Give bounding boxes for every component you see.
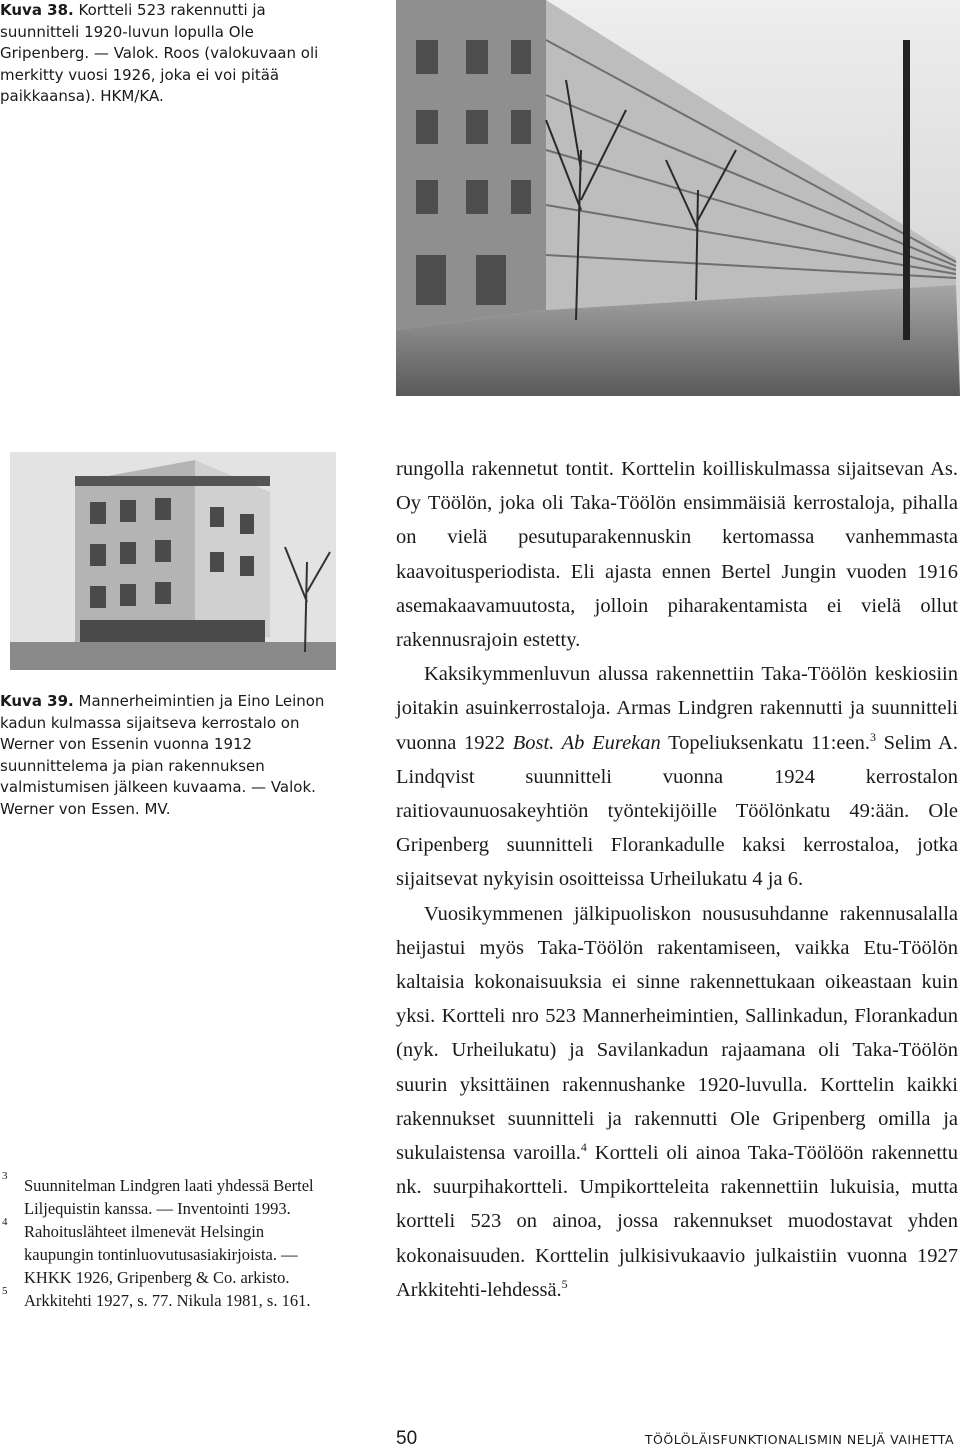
- photo-corner-apartment-building: [10, 452, 336, 670]
- page-number: 50: [396, 1428, 418, 1449]
- body-text-run: Selim A. Lindqvist suunnitteli vuonna 1924 kerrostalon raitiovaunuosakeyhtiön työntekijöille Töölönkatu 49:ään. Ole Gripenberg suunnitteli Florankadulle kaksi kerrostaloa, jotka sijaitsevat nykyisin osoitteissa Urheilukatu 4 ja 6.: [396, 731, 958, 891]
- footnote-5: [0, 1285, 330, 1312]
- body-text-run: Topeliuksenkatu 11:een.: [660, 731, 870, 754]
- footnote-number: 3: [2, 1170, 8, 1182]
- body-text-run: Vuosikymmenen jälkipuoliskon noususuhdanne rakennusalalla heijastui myös Taka-Töölön rakentamiseen, vaikka Etu-Töölön kaltaisia kokonaisuuksia ei sinne rakennettukaan oikeastaan kuin yksi. Kortteli nro 523 Mannerheimintien, Sallinkadun, Florankadun (nyk. Urheilukatu) ja Savilankadun rajaamana oli Taka-Töölön suurin yksittäinen rakennushanke 1920-luvulla. Korttelin kaikki rakennukset suunnitteli ja rakennutti Ole Gripenberg omilla ja sukulaistensa varoilla.: [396, 902, 958, 1165]
- figure-38-caption-text: Kortteli 523 rakennutti ja suunnitteli 1920-luvun lopulla Ole Gripenberg. — Valok. Roos (valokuvaan oli merkitty vuosi 1926, joka ei voi pitää paikkaansa). HKM/KA.: [0, 1, 319, 105]
- photo-street-building-row: [396, 0, 960, 396]
- footnote-text: Rahoituslähteet ilmenevät Helsingin kaupungin tontinluovutusasiakirjoista. — KHKK 1926, Gripenberg & Co. arkisto.: [24, 1222, 298, 1287]
- footnote-ref-4: 4: [580, 1140, 587, 1155]
- figure-38-caption: [0, 0, 330, 108]
- footnote-number: 4: [2, 1216, 8, 1228]
- footnote-ref-5: 5: [561, 1277, 568, 1292]
- figure-39-caption: [0, 691, 340, 820]
- figure-39-caption-text: Mannerheimintien ja Eino Leinon kadun kulmassa sijaitseva kerrostalo on Werner von Essenin vuonna 1912 suunnittelema ja pian rakennuksen valmistumisen jälkeen kuvaama. — Valok. Werner von Essen. MV.: [0, 692, 325, 818]
- footnote-4: [0, 1216, 330, 1289]
- figure-38-label: Kuva 38.: [0, 1, 74, 19]
- body-text-run: Kaksikymmenluvun alussa rakennettiin Taka-Töölön keskiosiin joitakin asuinkerrostaloja. Armas Lindgren rakennutti ja suunnitteli vuonna 1922: [396, 663, 958, 754]
- body-paragraph-2: [396, 657, 958, 896]
- body-paragraph-3: [396, 897, 958, 1307]
- body-text-column: [396, 452, 958, 1307]
- footnote-3: [0, 1170, 330, 1220]
- body-paragraph-1: rungolla rakennetut tontit. Korttelin koilliskulmassa sijaitsevan As. Oy Töölön, joka oli Taka-Töölön ensimmäisiä kerrostaloja, pihalla on vielä pesutuparakennuskin kertomassa vanhemmasta kaavoitusperiodista. Eli ajasta ennen Bertel Jungin vuoden 1916 asemakaavamuutosta, jolloin piharakentamista ei vielä ollut rakennusrajoin estetty.: [396, 458, 958, 652]
- footnote-text: Arkkitehti 1927, s. 77. Nikula 1981, s. 161.: [24, 1291, 311, 1310]
- figure-39-label: Kuva 39.: [0, 692, 74, 710]
- running-title: TÖÖLÖLÄISFUNKTIONALISMIN NELJÄ VAIHETTA: [644, 1432, 954, 1447]
- body-text-run: Kortteli oli ainoa Taka-Töölöön rakennettu nk. suurpihakortteli. Umpikortteleita rakennettiin lukuisia, mutta kortteli 523 on ainoa, jossa rakennukset muodostavat yhden kokonaisuuden. Korttelin julkisivukaavio julkaistiin vuonna 1927 Arkkitehti-lehdessä.: [396, 1142, 958, 1301]
- footnote-number: 5: [2, 1285, 8, 1297]
- footnotes: [0, 1170, 330, 1312]
- footnote-text: Suunnitelman Lindgren laati yhdessä Bertel Liljequistin kanssa. — Inventointi 1993.: [24, 1176, 314, 1218]
- footnote-ref-3: 3: [869, 729, 876, 744]
- body-italic-run: Bost. Ab Eurekan: [512, 731, 661, 754]
